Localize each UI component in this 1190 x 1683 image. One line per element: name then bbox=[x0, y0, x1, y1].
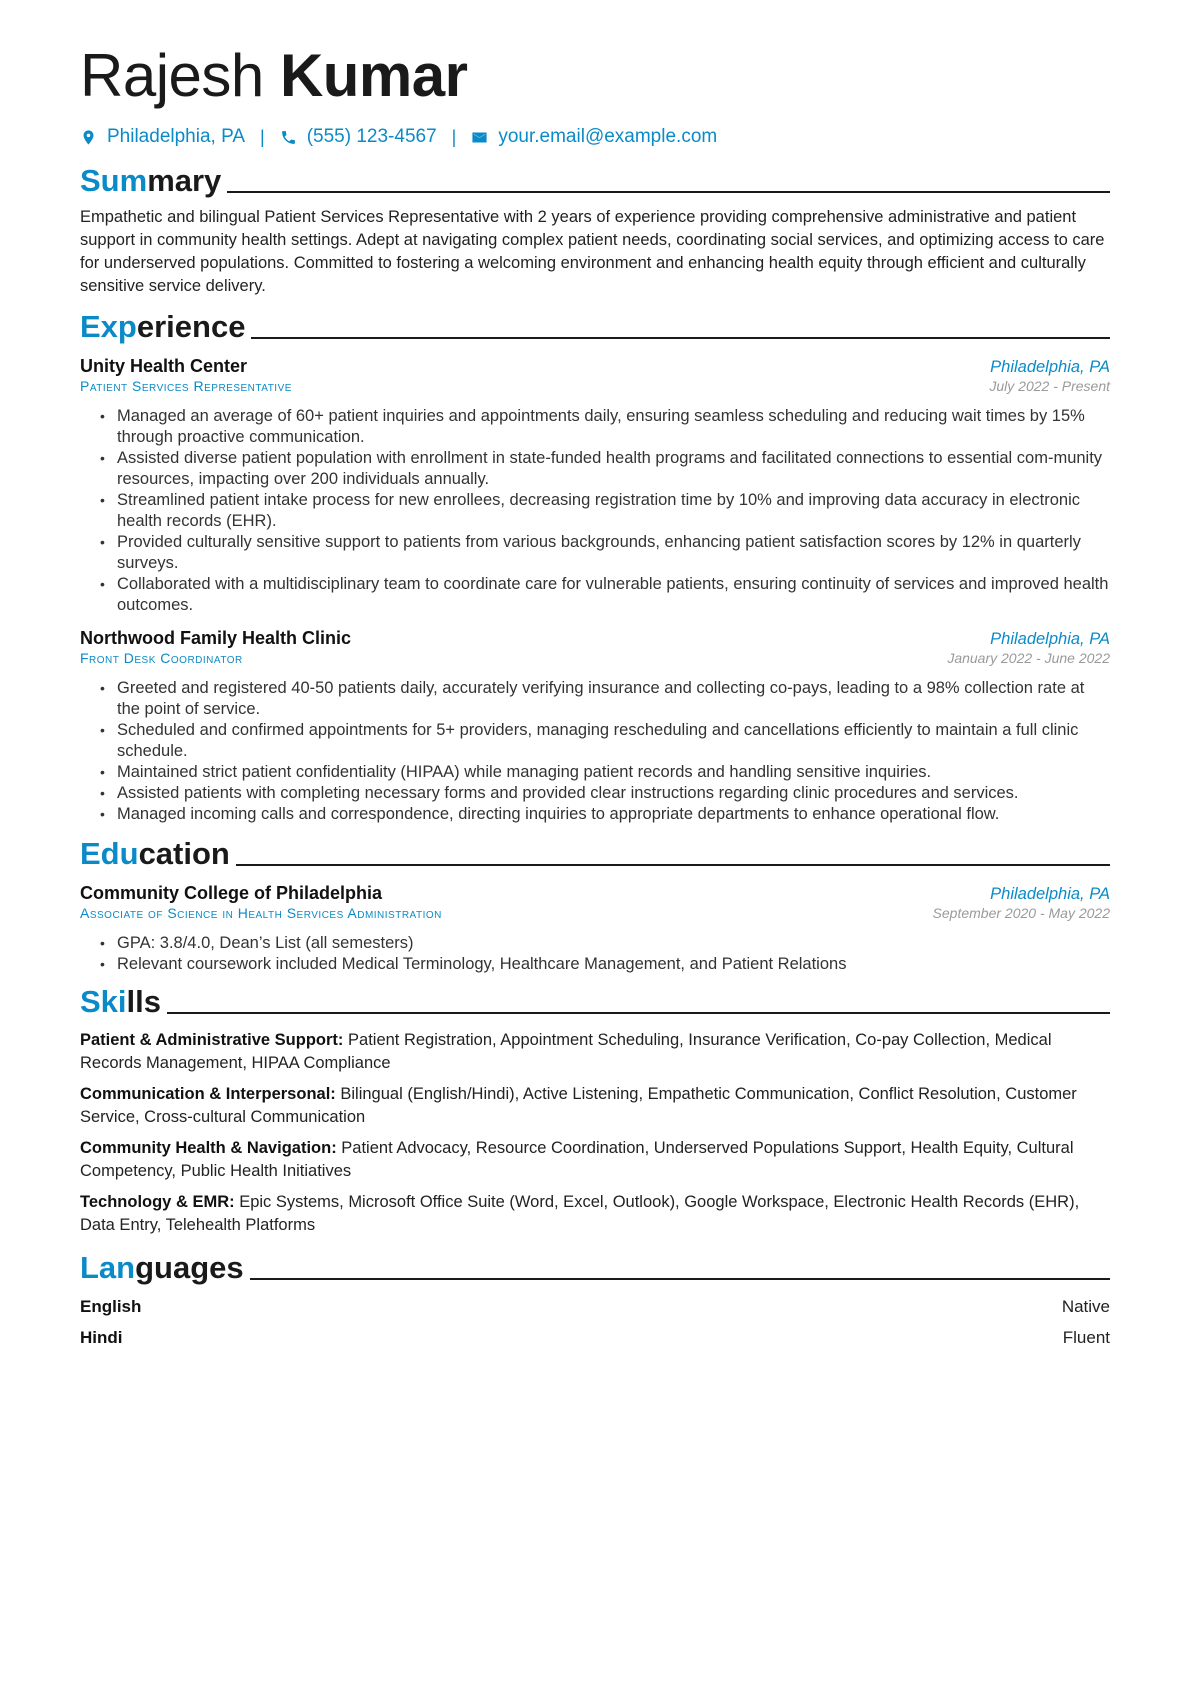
skill-label: Community Health & Navigation: bbox=[80, 1139, 337, 1157]
job-dates: July 2022 - Present bbox=[989, 378, 1110, 394]
phone-text: (555) 123-4567 bbox=[306, 126, 437, 147]
language-level: Fluent bbox=[1062, 1328, 1110, 1347]
contact-phone[interactable] bbox=[280, 126, 437, 148]
bullet-item: • Streamlined patient intake process for new enrollees, decreasing registration time by 10% and improving data accuracy in electronic health records (EHR). bbox=[100, 490, 1110, 532]
education-dates: September 2020 - May 2022 bbox=[932, 905, 1110, 921]
contact-bar bbox=[80, 122, 1110, 152]
job-org: Unity Health Center bbox=[80, 356, 248, 376]
email-text: your.email@example.com bbox=[498, 126, 718, 147]
bullet-item: • Greeted and registered 40-50 patients daily, accurately verifying insurance and collecting co-pays, leading to a 98% collection rate at the point of service. bbox=[100, 678, 1110, 720]
experience-heading bbox=[80, 308, 1110, 346]
map-marker-icon bbox=[80, 129, 97, 146]
summary-text: Empathetic and bilingual Patient Services Representative with 2 years of experience providing comprehensive administrative and patient support in community health settings. Adept at navigating complex patient needs, coordinating social services, and optimizing access to care for underserved populations. Committed to fostering a welcoming environment and enhancing health equity through efficient and culturally sensitive service delivery. bbox=[80, 208, 1105, 295]
job-role: Patient Services Representative bbox=[80, 378, 292, 394]
bullet-item: • GPA: 3.8/4.0, Dean’s List (all semesters) bbox=[100, 933, 1110, 954]
first-name: Rajesh bbox=[80, 42, 264, 109]
language-name: Hindi bbox=[80, 1328, 123, 1347]
phone-icon bbox=[280, 129, 297, 146]
location-text: Philadelphia, PA bbox=[107, 126, 246, 147]
contact-location bbox=[80, 126, 245, 148]
job-org: Northwood Family Health Clinic bbox=[80, 628, 352, 648]
section-title: Skills bbox=[80, 984, 161, 1019]
education-heading bbox=[80, 835, 1110, 873]
skill-label: Patient & Administrative Support: bbox=[80, 1031, 344, 1049]
contact-separator: | bbox=[451, 126, 457, 147]
job-location: Philadelphia, PA bbox=[990, 358, 1110, 376]
section-rule bbox=[227, 191, 1110, 193]
education-entry bbox=[80, 883, 1110, 975]
skill-group bbox=[80, 1029, 1110, 1075]
contact-separator: | bbox=[260, 126, 265, 147]
language-level: Native bbox=[1061, 1297, 1110, 1316]
education-bullets bbox=[80, 933, 1110, 975]
job-entry bbox=[80, 628, 1110, 825]
skill-items: Bilingual (English/Hindi), Active Listening, Empathetic Communication, Conflict Resolution, Customer Service, Cross-cultural Communication bbox=[80, 1085, 1077, 1126]
skill-items: Patient Registration, Appointment Scheduling, Insurance Verification, Co-pay Collection, Medical Records Management, HIPAA Compliance bbox=[80, 1031, 1052, 1072]
section-title: Education bbox=[80, 836, 230, 871]
school-name: Community College of Philadelphia bbox=[80, 883, 383, 903]
bullet-item: • Managed incoming calls and correspondence, directing inquiries to appropriate departments to enhance operational flow. bbox=[100, 804, 1110, 825]
contact-email[interactable] bbox=[471, 126, 717, 148]
language-name: English bbox=[80, 1297, 142, 1316]
section-rule bbox=[250, 1278, 1110, 1280]
job-bullets bbox=[80, 406, 1110, 616]
job-location: Philadelphia, PA bbox=[990, 630, 1110, 648]
bullet-item: • Maintained strict patient confidentiality (HIPAA) while managing patient records and handling sensitive inquiries. bbox=[100, 762, 1110, 783]
skill-items: Patient Advocacy, Resource Coordination, Underserved Populations Support, Health Equity, Cultural Competency, Public Health Initiatives bbox=[80, 1139, 1074, 1180]
bullet-item: • Managed an average of 60+ patient inquiries and appointments daily, ensuring seamless scheduling and reducing wait times by 15% through proactive communication. bbox=[100, 406, 1110, 448]
skill-group bbox=[80, 1191, 1110, 1237]
language-row bbox=[80, 1295, 1110, 1318]
degree: Associate of Science in Health Services Administration bbox=[80, 905, 442, 921]
section-rule bbox=[167, 1012, 1110, 1014]
summary-heading bbox=[80, 162, 1110, 200]
section-title: Experience bbox=[80, 309, 246, 344]
bullet-item: • Collaborated with a multidisciplinary team to coordinate care for vulnerable patients, ensuring continuity of services and improved health outcomes. bbox=[100, 574, 1110, 616]
candidate-name bbox=[80, 40, 1110, 112]
bullet-item: • Assisted diverse patient population with enrollment in state-funded health programs and facilitated connections to essential com-munity resources, impacting over 200 individuals annually. bbox=[100, 448, 1110, 490]
skill-group bbox=[80, 1083, 1110, 1129]
school-location: Philadelphia, PA bbox=[990, 885, 1110, 903]
job-role: Front Desk Coordinator bbox=[80, 650, 243, 666]
bullet-item: • Scheduled and confirmed appointments for 5+ providers, managing rescheduling and cancellations efficiently to maintain a full clinic schedule. bbox=[100, 720, 1110, 762]
envelope-icon bbox=[471, 129, 488, 146]
languages-heading bbox=[80, 1249, 1110, 1287]
skill-label: Technology & EMR: bbox=[80, 1193, 235, 1211]
section-rule bbox=[236, 864, 1110, 866]
bullet-item: • Assisted patients with completing necessary forms and provided clear instructions regarding clinic procedures and services. bbox=[100, 783, 1110, 804]
skill-label: Communication & Interpersonal: bbox=[80, 1085, 336, 1103]
bullet-item: • Provided culturally sensitive support to patients from various backgrounds, enhancing patient satisfaction scores by 12% in quarterly surveys. bbox=[100, 532, 1110, 574]
job-bullets bbox=[80, 678, 1110, 825]
section-rule bbox=[251, 337, 1110, 339]
skill-items: Epic Systems, Microsoft Office Suite (Word, Excel, Outlook), Google Workspace, Electronic Health Records (EHR), Data Entry, Telehealth Platforms bbox=[80, 1193, 1080, 1234]
section-title: Languages bbox=[80, 1250, 244, 1285]
skill-group bbox=[80, 1137, 1110, 1183]
language-row bbox=[80, 1326, 1110, 1349]
bullet-item: • Relevant coursework included Medical Terminology, Healthcare Management, and Patient Relations bbox=[100, 954, 1110, 975]
section-title: Summary bbox=[80, 163, 222, 198]
job-dates: January 2022 - June 2022 bbox=[947, 650, 1110, 666]
last-name: Kumar bbox=[279, 42, 468, 109]
skills-heading bbox=[80, 983, 1110, 1021]
job-entry bbox=[80, 356, 1110, 616]
